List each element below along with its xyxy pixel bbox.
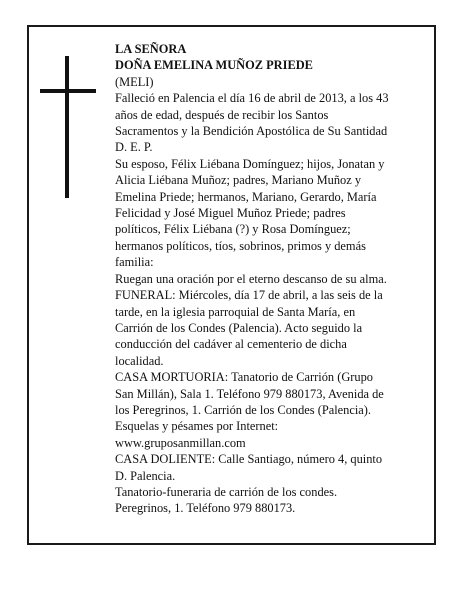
family-line: políticos, Félix Liébana (?) y Rosa Domínguez; [115,222,351,237]
funeral-home-line: San Millán), Sala 1. Teléfono 979 880173, Avenida de [115,386,384,401]
family-home-line: D. Palencia. [115,468,176,483]
family-line: Su esposo, Félix Liébana Domínguez; hijos, Jonatan y [115,156,385,171]
rip-line: D. E. P. [115,140,153,155]
family-line: familia: [115,255,154,270]
condolences-url: www.gruposanmillan.com [115,435,246,450]
prayer-request-line: Ruegan una oración por el eterno descanso de su alma. [115,271,387,286]
funeral-provider-line: Peregrinos, 1. Teléfono 979 880173. [115,501,296,516]
family-line: Emelina Priede; hermanos, Mariano, Gerardo, María [115,189,377,204]
family-line: Felicidad y José Miguel Muñoz Priede; padres [115,206,346,221]
funeral-home-line: los Peregrinos, 1. Carrión de los Condes (Palencia). [115,402,372,417]
notice-body [115,41,433,517]
funeral-line: tarde, en la iglesia parroquial de Santa María, en [115,304,356,319]
family-home-line: CASA DOLIENTE: Calle Santiago, número 4, quinto [115,452,383,467]
family-line: Alicia Liébana Muñoz; padres, Mariano Muñoz y [115,173,362,188]
family-line: hermanos políticos, tíos, sobrinos, primos y demás [115,238,366,253]
funeral-line: FUNERAL: Miércoles, día 17 de abril, a las seis de la [115,288,383,303]
death-announcement-line: Sacramentos y la Bendición Apostólica de Su Santidad [115,124,388,139]
cross-icon [40,56,96,198]
funeral-provider-line: Tanatorio-funeraria de carrión de los condes. [115,484,338,499]
funeral-line: conducción del cadáver al cementerio de dicha [115,337,347,352]
deceased-nickname: (MELI) [115,74,154,89]
funeral-line: Carrión de los Condes (Palencia). Acto seguido la [115,320,363,335]
deceased-title: LA SEÑORA [115,42,187,56]
condolences-line: Esquelas y pésames por Internet: [115,419,279,434]
funeral-line: localidad. [115,353,164,368]
death-announcement-line: años de edad, después de recibir los Santos [115,107,329,122]
deceased-name: DOÑA EMELINA MUÑOZ PRIEDE [115,58,313,73]
death-announcement-line: Falleció en Palencia el día 16 de abril de 2013, a los 43 [115,91,389,106]
funeral-home-line: CASA MORTUORIA: Tanatorio de Carrión (Grupo [115,370,373,385]
obituary-notice [27,25,436,545]
